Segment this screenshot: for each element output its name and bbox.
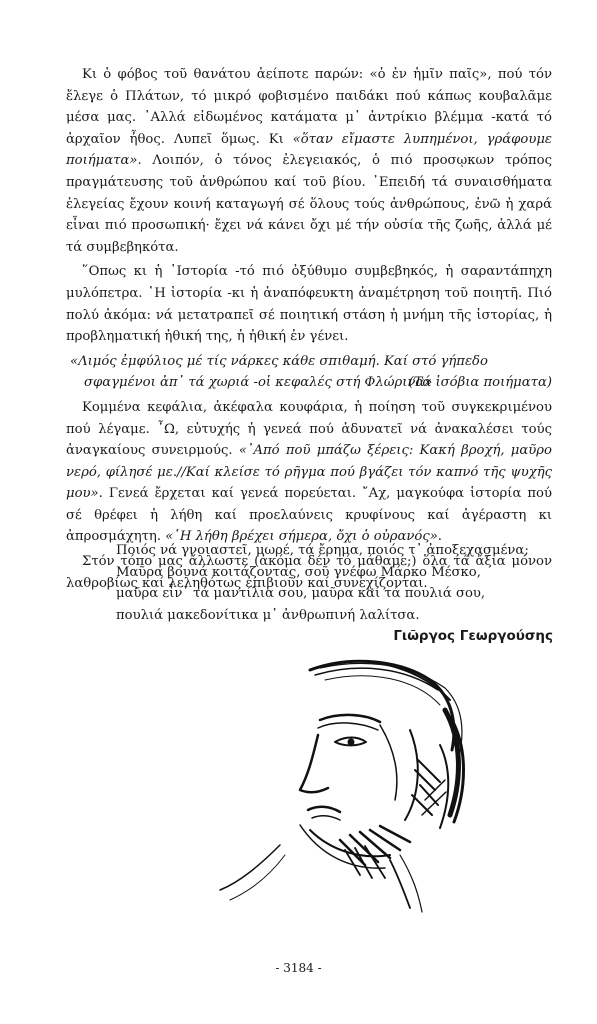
paragraph-3: [66, 397, 552, 548]
poem-quote-line-2: [66, 372, 552, 394]
poem-quote-line-2-text: σφαγμένοι ἀπ᾿ τά χωριά -οἱ κεφαλές στή Φλώρινα»: [84, 375, 433, 391]
paragraph-1-quote: «ὅταν εἴμαστε λυπημένοι, γράφουμε ποιήματα»: [66, 131, 553, 169]
verse-line: Μαῦρα βουνά κοιτάζοντας, σοῦ γνέφω Μάρκο Μέσκο,: [116, 564, 481, 580]
portrait-sketch-illustration: [200, 650, 500, 920]
article-body: [66, 64, 552, 594]
author-signature: Γιῶργος Γεωργούσης: [393, 628, 553, 644]
paragraph-1-text-c: . Λοιπόν, ὁ τόνος ἐλεγειακός, ὁ πιό προσῳκων τρόπος πραγμάτευσης τοῦ ἀνθρώπου καί τοῦ βίου. ᾿Επειδή τά συναισθήματα ἐλεγείας ἔχουν κοινή καταγωγή σέ ὅλους τούς ἀνθρώπους, ἐνῶ ἡ χαρά εἶναι πιό προσωπική· ἔχει νά κάνει ὄχι μέ τήν οὐσία τῆς ζωῆς, ἀλλά μέ τά συμβεβηκότα.: [66, 153, 552, 255]
paragraph-3-quote-1: «᾿Από ποῦ μπάζω ξέρεις: Κακή βροχή, μαῦρο νερό, φίλησέ με.//Καί κλείσε τό ρῆγμα πού βγάζει τόν καπνό τῆς ψυχῆς μου»: [66, 443, 552, 502]
paragraph-3-quote-2: «῾Η λήθη βρέχει σήμερα, ὄχι ὁ οὐρανός»: [165, 529, 438, 545]
paragraph-1: [66, 64, 552, 258]
paragraph-2: ῞Οπως κι ἡ ῾Ιστορία -τό πιό ὀξύθυμο συμβεβηκός, ἡ σαραντάπηχη μυλόπετρα. ῾Η ἱστορία -κι ἡ ἀναπόφευκτη ἀναμέτρηση τοῦ ποιητῆ. Πιό πολύ ἀκόμα: νά μετατραπεῖ σέ ποιητική στάση ἡ μνήμη τῆς ἱστορίας, ἡ προβληματική ἠθική της, ἡ ἠθική ἐν γένει.: [66, 264, 552, 345]
paragraph-3-text-e: .: [437, 529, 442, 545]
verse-line: μαῦρα εἶν᾿ τά μαντίλια σου, μαῦρα καί τά πουλιά σου,: [116, 586, 486, 602]
paragraph-4: Στόν τόπο μας ἄλλωστε (ἀκόμα δέν τό μάθαμε;) ὅλα τά ἄξια μόνον λαθροβίως καί λεληθότως ἐπιβιοῦν καί συνεχίζονται.: [66, 554, 552, 591]
paragraph-3-text-a: Κομμένα κεφάλια, ἀκέφαλα κουφάρια, ἡ ποίηση τοῦ συγκεκριμένου πού λέγαμε. ῏Ω, εὐτυχής ἡ γενεά πού ἀδυνατεῖ νά ἀνακαλέσει τούς ἀναγκαίους συνειρμούς.: [66, 399, 552, 459]
poem-quote: [66, 351, 552, 394]
verse-block: [116, 540, 552, 626]
paragraph-3-text-c: . Γενεά ἔρχεται καί γενεά πορεύεται. ῎Αχ, μαγκούφα ἱστορία πού σέ θρέφει ἡ λήθη καί προελαύνεις κρυφίνους καί ἀγέραστη κι ἀπροσμάχητη.: [66, 486, 552, 545]
verse-line: Ποιός νά γνοιαστεῖ, μωρέ, τά ἔρημα, ποιός τ᾿ ἀποξεχασμένα;: [116, 543, 529, 558]
poem-quote-source: (Τά ἰσόβια ποιήματα): [408, 375, 552, 391]
paragraph-1-text-a: Κι ὁ φόβος τοῦ θανάτου ἀείποτε παρών: «ὁ ἐν ἡμῖν παῖς», πού τόν ἔλεγε ὁ Πλάτων, τό μικρό φοβισμένο παιδάκι πού κάπως κουβαλᾶμε μέσα μας. ᾿Αλλά εἰδωμένος κατάματα μ᾿ ἀντρίκιο βλέμμα -κατά τό ἀρχαῖον ἦθος. Λυπεῖ ὅμως. Κι: [66, 67, 552, 147]
poem-quote-line-1: «Λιμός ἐμφύλιος μέ τίς νάρκες κάθε σπιθαμή. Καί στό γήπεδο: [70, 353, 488, 369]
verse-line: πουλιά μακεδονίτικα μ᾿ ἀνθρωπινή λαλίτσα.: [116, 607, 420, 623]
page-number: - 3184 -: [275, 961, 322, 975]
